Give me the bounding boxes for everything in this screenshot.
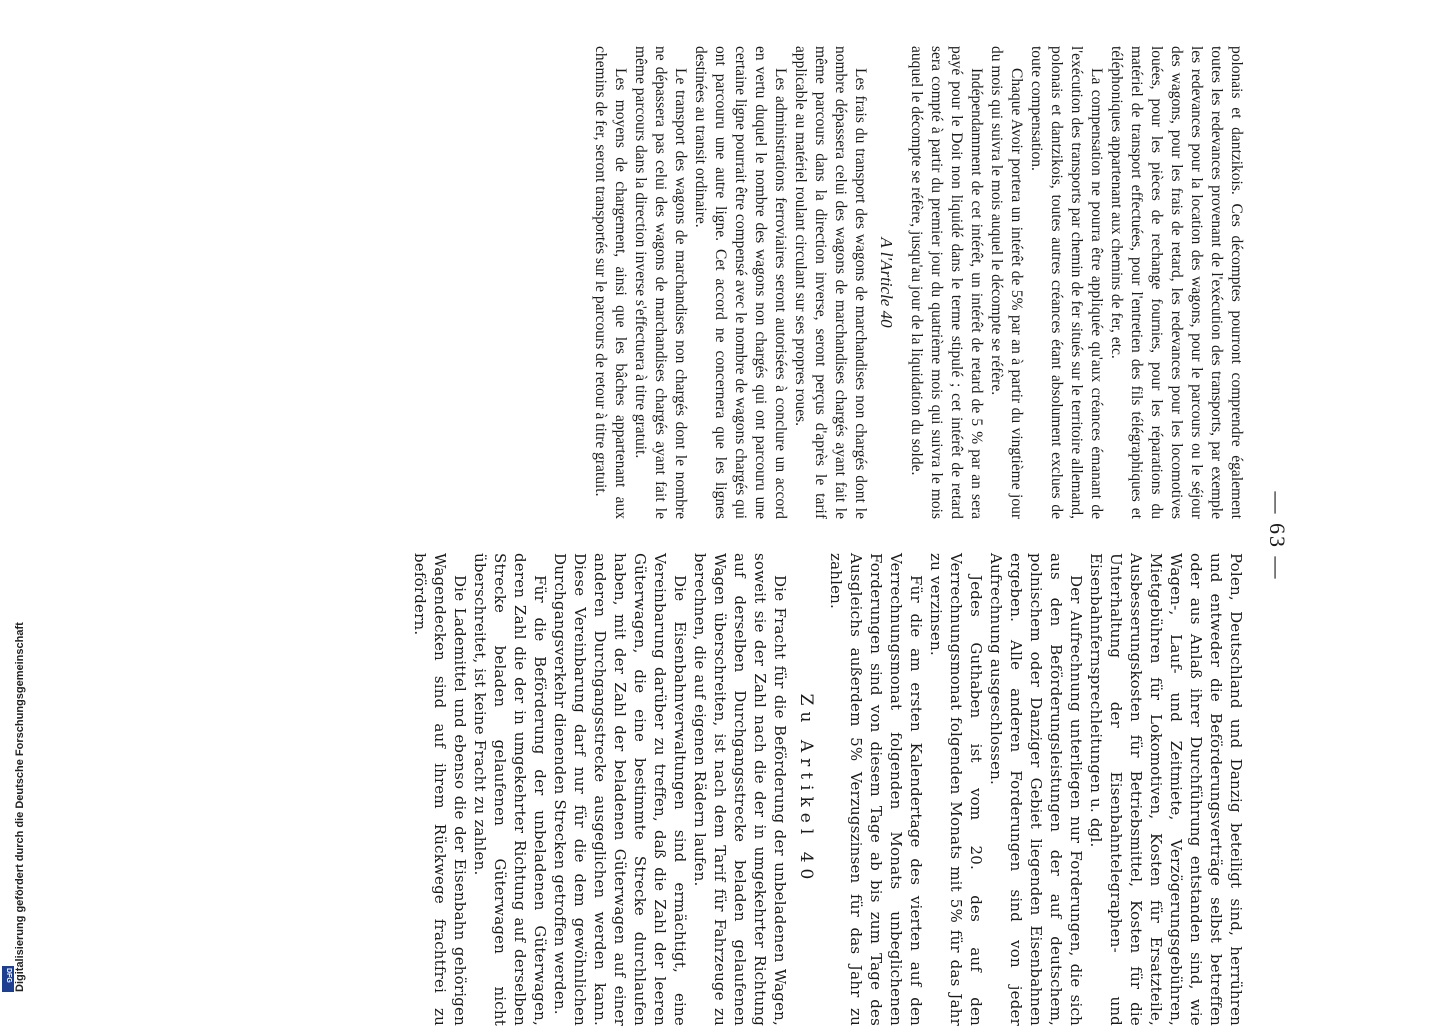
digitization-footer <box>0 0 26 1000</box>
french-column <box>450 46 1246 519</box>
french-paragraph: Les frais du transport des wagons de marchandises non chargés dont le nombre dépassera celui des wagons de marchandises chargés ayant fait le même parcours dans la direction inverse, seront perçus d'après le tarif applicable au matériel roulant circulant sur ses propres roues. <box>792 46 869 519</box>
french-paragraph: Les moyens de chargement, ainsi que les bâches appartenant aux chemins de fer, seront transportés sur le parcours de retour à titre gratuit. <box>592 46 629 519</box>
german-paragraph: Die Fracht für die Beförderung der unbeladenen Wagen, soweit sie der Zahl nach die der in umgekehrter Richtung auf derselben Durchgangsstrecke beladen gelaufenen Wagen überschreiten, ist nach dem Tarif für Fahrzeuge zu berechnen, die auf eigenen Rädern laufen. <box>691 553 789 1026</box>
german-article-heading: Zu Artikel 40 <box>796 693 816 886</box>
funding-credit: Digitalisierung gefördert durch die Deutsche Forschungsgemeinschaft <box>14 622 26 992</box>
page-number: — 63 — <box>1265 491 1290 581</box>
french-paragraph: Chaque Avoir portera un intérêt de 5% par an à partir du vingtième jour du mois qui suivra le mois auquel le décompte se réfère. <box>988 46 1025 519</box>
document-page <box>411 46 1290 1026</box>
dfg-logo-icon: DFG <box>2 966 14 992</box>
text-columns <box>411 46 1246 1026</box>
german-paragraph: Für die am ersten Kalendertage des vierten auf den Verrechnungsmonat folgenden Monats unbeglichenen Forderungen sind von diesem Tage ab bis zum Tage des Ausgleichs außerdem 5% Verzugszinsen für das Jahr zu zahlen. <box>827 553 925 1026</box>
french-paragraph: La compensation ne pourra être appliquée qu'aux créances émanant de l'exécution des transports par chemin de fer situés sur le territoire allemand, polonais et dantzikois, toutes autres créances étant absolument exclues de toute compensation. <box>1028 46 1105 519</box>
german-column <box>411 553 1246 1026</box>
german-paragraph: Die Eisenbahnverwaltungen sind ermächtigt, eine Vereinbarung darüber zu treffen, daß die Zahl der leeren Güterwagen, die eine bestimmte Strecke durchlaufen haben, mit der Zahl der beladenen Güterwagen auf einer anderen Durchgangsstrecke ausgeglichen werden kann. Diese Vereinbarung darf nur für die dem gewöhnlichen Durchgangsverkehr dienenden Strecken getroffen werden. <box>551 553 689 1026</box>
french-article-heading: A l'Article 40 <box>877 237 896 328</box>
french-paragraph: Indépendamment de cet intérêt, un intérêt de retard de 5 % par an sera payé pour le Doit non liquidé dans le terme stipulé ; cet intérêt de retard sera compté à partir du premier jour du quatrième mois qui suivra le mois auquel le décompte se réfère, jusqu'au jour de la liquidation du solde. <box>908 46 985 519</box>
german-paragraph: Der Aufrechnung unterliegen nur Forderungen, die sich aus den Beförderungsleistungen der auf deutschem, polnischem oder Danziger Gebiet liegenden Eisenbahnen ergeben. Alle anderen Forderungen sind von jeder Aufrechnung ausgeschlossen. <box>987 553 1085 1026</box>
german-paragraph: Die Lademittel und ebenso die der Eisenbahn gehörigen Wagendecken sind auf ihrem Rückwege frachtfrei zu befördern. <box>411 553 469 1026</box>
french-paragraph: polonais et dantzikois. Ces décomptes pourront comprendre également toutes les redevances provenant de l'exécution des transports, par exemple les redevances pour la location des wagons, pour le parcours ou le séjour des wagons, pour les frais de retard, les redevances pour les locomotives louées, pour les pièces de rechange fournies, pour les réparations du matériel de transport effectuées, pour l'entretien des fils télégraphiques et téléphoniques appartenant aux chemins de fer, etc. <box>1108 46 1245 519</box>
german-paragraph: Polen, Deutschland und Danzig beteiligt sind, herrühren und entweder die Beförderungsverträge selbst betreffen oder aus Anlaß ihrer Durchführung entstanden sind, wie Wagen-, Lauf- und Zeitmiete, Verzögerungsgebühren, Mietgebühren für Lokomotiven, Kosten für Ersatzteile, Ausbesserungskosten für Betriebsmittel, Kosten für die Unterhaltung der Eisenbahntelegraphen- und Eisenbahnfernsprechleitungen u. dgl. <box>1087 553 1245 1026</box>
french-paragraph: Le transport des wagons de marchandises non chargés dont le nombre ne dépassera pas celui des wagons de marchandises chargés ayant fait le même parcours dans la direction inverse s'effectuera à titre gratuit. <box>632 46 689 519</box>
german-paragraph: Jedes Guthaben ist vom 20. des auf den Verrechnungsmonat folgenden Monats mit 5% für das Jahr zu verzinsen. <box>927 553 985 1026</box>
german-paragraph: Für die Beförderung der unbeladenen Güterwagen, deren Zahl die der in umgekehrter Richtung auf derselben Strecke beladen gelaufenen Güterwagen nicht überschreitet, ist keine Fracht zu zahlen. <box>471 553 549 1026</box>
french-paragraph: Les administrations ferroviaires seront autorisées à conclure un accord en vertu duquel le nombre des wagons non chargés qui ont parcouru une certaine ligne pourrait être compensé avec le nombre de wagons chargés qui ont parcouru une autre ligne. Cet accord ne concernera que les lignes destinées au transit ordinaire. <box>692 46 789 519</box>
